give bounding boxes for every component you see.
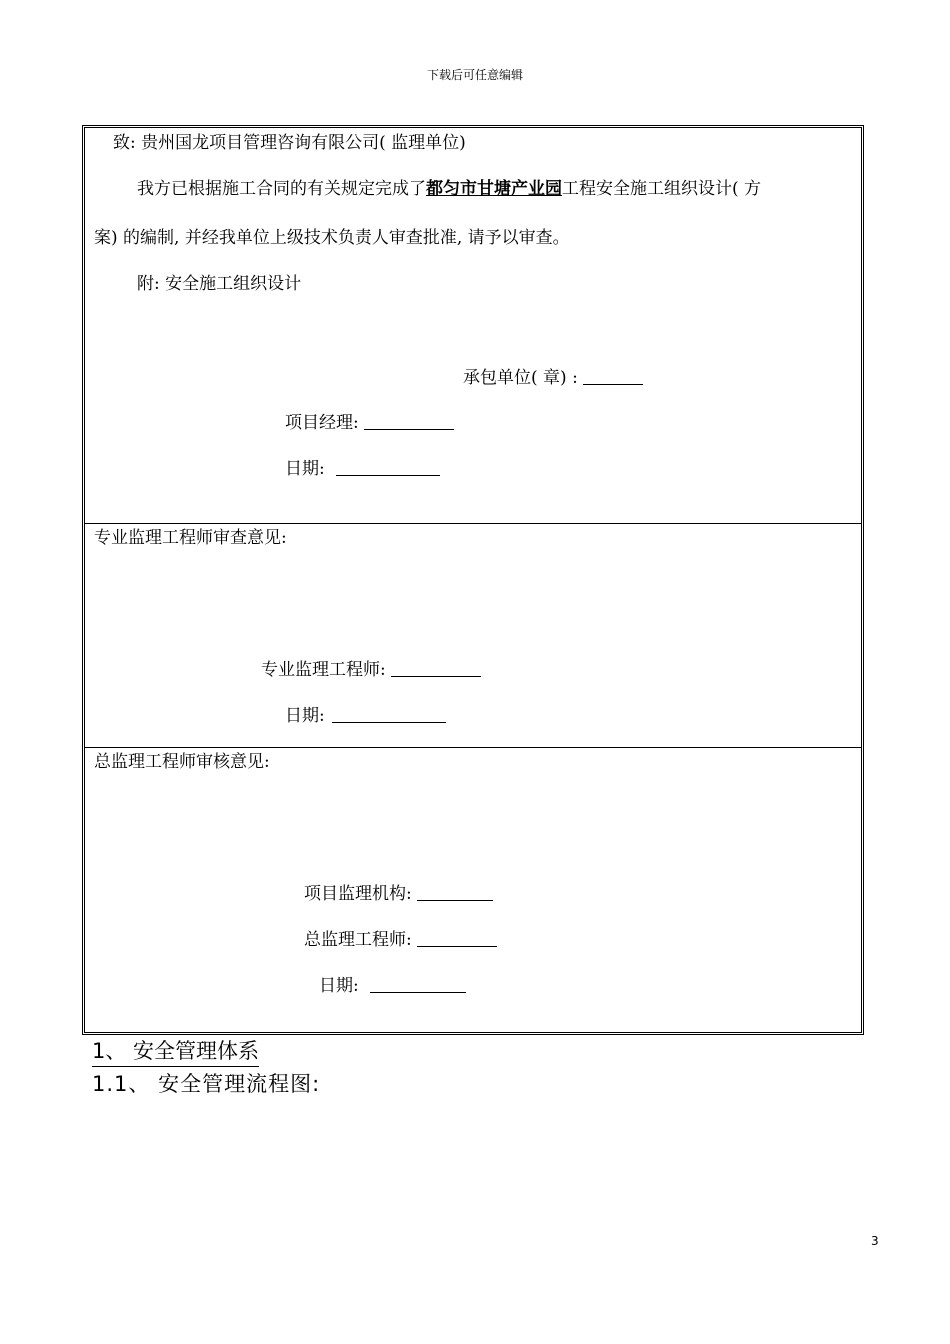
supervision-org-blank[interactable] <box>417 884 493 901</box>
section-heading-1: 1、 安全管理体系 <box>92 1035 259 1067</box>
specialist-review-title: 专业监理工程师审查意见: <box>94 528 287 548</box>
date-label-3: 日期: <box>319 976 359 996</box>
contractor-label: 承包单位( 章) : <box>463 368 578 388</box>
body-suffix: 工程安全施工组织设计( 方 <box>562 179 762 199</box>
chief-engineer-label: 总监理工程师: <box>304 930 412 950</box>
specialist-engineer-row <box>261 660 481 680</box>
project-name: 都匀市甘塘产业园 <box>426 179 562 199</box>
date-label-1: 日期: <box>285 459 325 479</box>
body-line-1 <box>137 179 761 199</box>
contractor-row <box>463 368 643 388</box>
chief-review-section <box>85 747 861 1032</box>
body-line-2: 案) 的编制, 并经我单位上级技术负责人审查批准, 请予以审查。 <box>94 228 570 248</box>
body-prefix: 我方已根据施工合同的有关规定完成了 <box>137 179 426 199</box>
project-manager-label: 项目经理: <box>285 413 359 433</box>
date-row-1 <box>285 459 440 479</box>
supervision-org-label: 项目监理机构: <box>304 884 412 904</box>
addressee-line: 致: 贵州国龙项目管理咨询有限公司( 监理单位) <box>113 133 466 153</box>
specialist-engineer-label: 专业监理工程师: <box>261 660 386 680</box>
specialist-engineer-blank[interactable] <box>391 660 481 677</box>
approval-form <box>82 125 864 1035</box>
date-blank-3[interactable] <box>370 976 466 993</box>
date-row-3 <box>319 976 466 996</box>
date-row-2 <box>285 706 446 726</box>
chief-engineer-row <box>304 930 497 950</box>
date-blank-1[interactable] <box>336 459 440 476</box>
date-blank-2[interactable] <box>332 706 446 723</box>
date-label-2: 日期: <box>285 706 325 726</box>
project-manager-row <box>285 413 454 433</box>
section-heading-1-1: 1.1、 安全管理流程图: <box>92 1072 321 1096</box>
specialist-review-section <box>85 523 861 748</box>
chief-review-title: 总监理工程师审核意见: <box>94 752 270 772</box>
header-note: 下载后可任意编辑 <box>426 68 523 82</box>
chief-engineer-blank[interactable] <box>417 930 497 947</box>
project-manager-blank[interactable] <box>364 413 454 430</box>
attachment-line: 附: 安全施工组织设计 <box>137 274 302 294</box>
supervision-org-row <box>304 884 493 904</box>
page-number: 3 <box>871 1234 879 1248</box>
contractor-blank[interactable] <box>583 368 643 385</box>
submission-section <box>85 128 861 523</box>
